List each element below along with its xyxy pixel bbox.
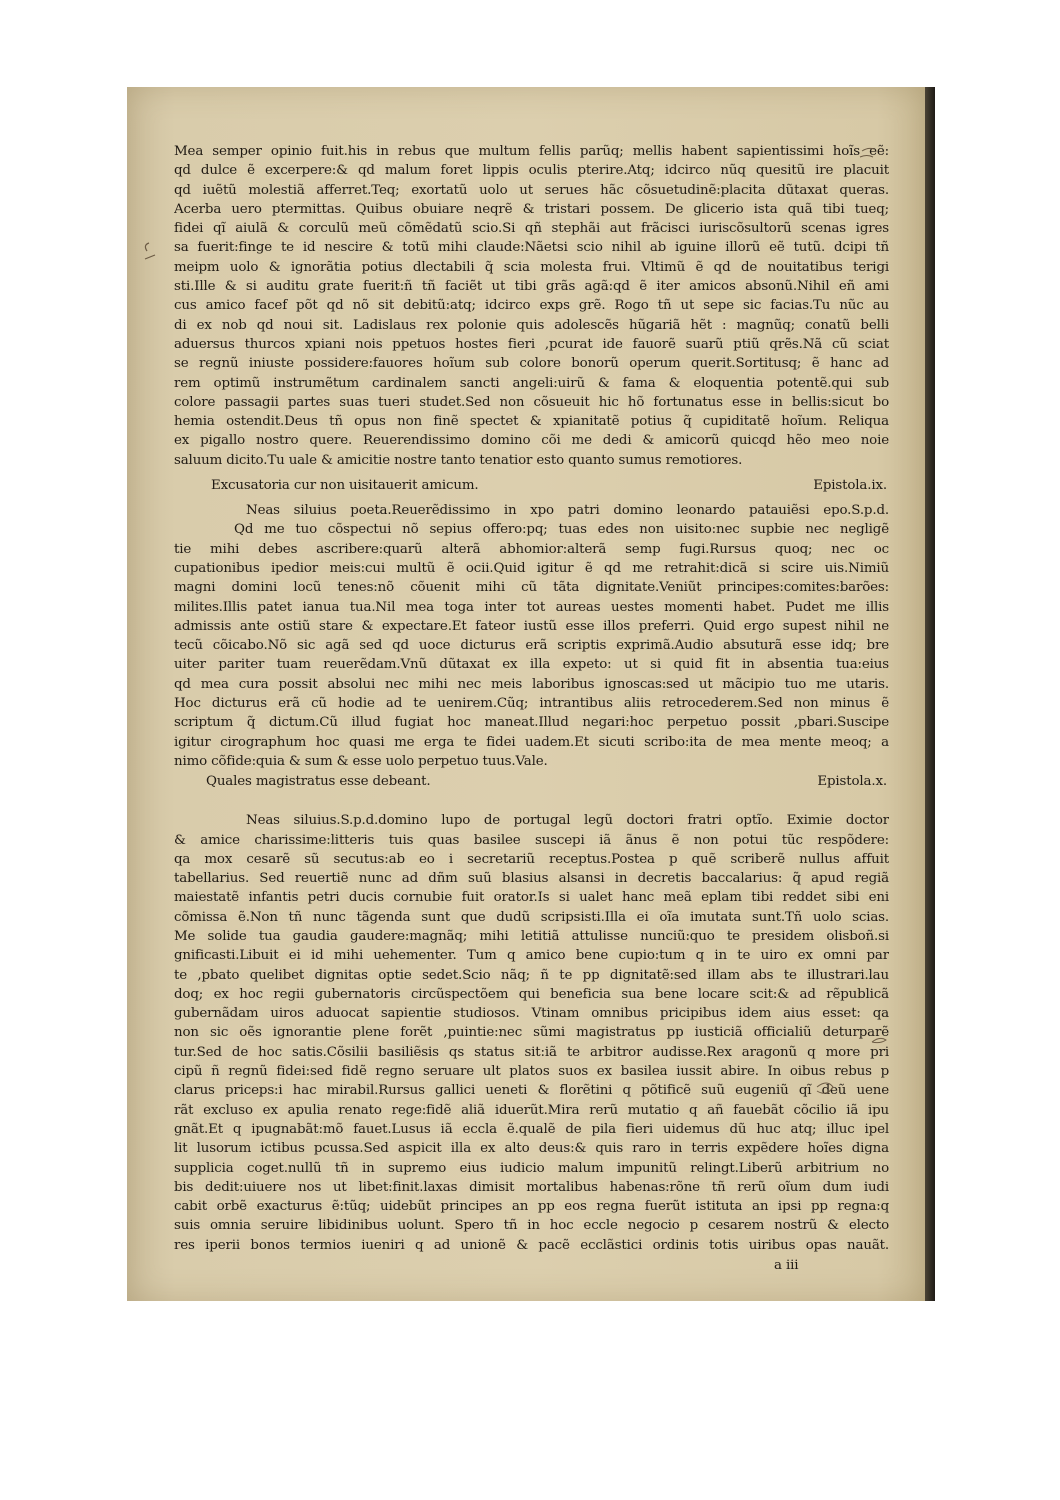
text-line: lit lusorum ictibus pcussa.Sed aspicit illa ex alto deus:& quis raro in terris expẽdere hoĩes digna	[174, 1141, 889, 1157]
text-line: colore passagii partes suas tueri studet.Sed non cõsueuit hic hõ fortunatus esse in bellis:sicut bo	[174, 394, 889, 410]
text-line: qd mea cura possit absolui nec mihi nec meis laboribus ignoscas:sed ut mãcipio tuo me utaris.	[174, 676, 889, 692]
scan-frame	[127, 87, 935, 1301]
text-line: meipm uolo & ignorãtia potius dlectabili q̃ scia molesta frui. Vltimũ ẽ qd de nouitatibus terigi	[174, 259, 889, 275]
text-line: res iperii bonos termios iueniri q ad unionẽ & pacẽ ecclãstici ordinis totis uiribus opas nauãt.	[174, 1237, 889, 1253]
text-line: rãt excluso ex apulia renato rege:fidẽ aliã iduerũt.Mira rerũ mutatio q añ fauebãt cõcilio iã ipu	[174, 1102, 889, 1118]
manuscript-page	[127, 87, 925, 1301]
margin-mark	[872, 1038, 886, 1042]
text-line: non sic oẽs ignorantie plene forẽt ,puintie:nec sũmi magistratus pp iusticiã officialiũ deturparẽ	[174, 1025, 889, 1041]
text-line: qa mox cesarẽ sũ secutus:ab eo i secretariũ receptus.Postea p quẽ scriberẽ nullus affuit	[174, 851, 889, 867]
text-line: tecũ cõicabo.Nõ sic agã sed qd uoce dicturus erã scriptis exprimã.Audio absuturã esse idq; bre	[174, 638, 889, 654]
text-line: admissis ante ostiũ stare & expectare.Et fateor iustũ esse illos preferri. Quid ergo supest nihil ne	[174, 618, 889, 634]
text-line: saluum dicito.Tu uale & amicitie nostre tanto tenatior esto quanto sumus remotiores.	[174, 452, 743, 468]
margin-mark	[860, 148, 874, 157]
text-line: qd iuẽtũ molestiã afferret.Teq; exortatũ uolo ut serues hãc cõsuetudinẽ:placita dũtaxat queras.	[174, 182, 889, 198]
signature-mark: a iii	[774, 1258, 799, 1274]
page-edge	[925, 87, 935, 1301]
text-line: Hoc dicturus erã cũ hodie ad te uenirem.Cũq; intrantibus aliis retrocederem.Sed non minus ẽ	[174, 696, 889, 712]
text-line: tabellarius. Sed reuertiẽ nunc ad dñm suũ blasius alsansi in decretis baccalarius: q̃ apud regiã	[174, 871, 889, 887]
text-line: scriptum q̃ dictum.Cũ illud fugiat hoc maneat.Illud negari:hoc perpetuo possit ,pbari.Suscipe	[174, 715, 889, 731]
text-line: sa fuerit:finge te id nescire & totũ mihi claude:Nãetsi scio nihil ab iguine illorũ eẽ tutũ. dcipi tñ	[174, 240, 889, 256]
text-line: gubernãdam uiros aduocat sapientie studiosos. Vtinam omnibus pricipibus idem aius esset: qa	[174, 1006, 889, 1022]
text-line: hemia ostendit.Deus tñ opus non finẽ spectet & xpianitatẽ potius q̃ cupiditatẽ hoĩum. Reliqua	[174, 414, 889, 430]
margin-mark	[145, 243, 149, 251]
text-line: tur.Sed de hoc satis.Cõsilii basiliẽsis qs status sit:iã te arbitror audisse.Rex aragonũ q more pri	[174, 1044, 889, 1060]
text-line: gnificasti.Libuit ei id mihi uehementer. Tum q amico bene cupio:tum q in te uiro ex omni par	[174, 948, 889, 964]
text-line: ex pigallo nostro quere. Reuerendissimo domino cõi me dedi & amicorũ quicqd hẽo meo noie	[174, 433, 889, 449]
text-line: rem optimũ instrumẽtum cardinalem sancti angeli:uirũ & fama & eloquentia potentẽ.qui sub	[174, 375, 889, 391]
text-line: fidei qĩ aiulã & corculũ meũ cõmẽdatũ scio.Si qñ stephãi aut frãcisci iuriscõsultorũ scenas igres	[174, 221, 889, 237]
text-line: Mea semper opinio fuit.his in rebus que multum fellis parũq; mellis habent sapientissimi hoĩs eẽ:	[174, 144, 889, 159]
text-line: gnãt.Et q ipugnabãt:mõ fauet.Lusus iã eccla ẽ.qualẽ de pila fieri uidemus dũ huc atq; illuc ipel	[174, 1121, 889, 1137]
text-line: aduersus thurcos xpiani nois ppetuos hostes fieri ,pcurat ide fauorẽ suarũ ptiũ qrẽs.Nã cũ sciat	[174, 336, 889, 352]
letter-opening: Neas siluius.S.p.d.domino lupo de portugal legũ doctori fratri optĩo. Eximie doctor	[246, 813, 889, 829]
margin-mark	[145, 255, 155, 259]
text-line: cupationibus ipedior meis:cui multũ ẽ ocii.Quid igitur ẽ qd me retrahit:dicã si scire uis.Nimiũ	[174, 560, 889, 576]
heading-number: Epistola.x.	[817, 774, 887, 790]
text-line: nimo cõfide:quia & sum & esse uolo perpetuo tuus.Vale.	[174, 753, 548, 769]
text-line: di ex nob qd noui sit. Ladislaus rex polonie quis adolescẽs hũgariã hẽt : magnũq; conatũ belli	[174, 317, 889, 333]
text-line: se regnũ iniuste possidere:fauores hoĩum sub colore bonorũ operum querit.Sortitusq; ẽ hanc ad	[174, 356, 889, 372]
text-line: clarus priceps:i hac mirabil.Rursus gallici ueneti & florẽtini q põtificẽ suũ eugeniũ qĩ deũ uene	[174, 1083, 889, 1099]
text-line: qd dulce ẽ excerpere:& qd malum foret lippis oculis pterire.Atq; idcirco nũq quesitũ ire placuit	[174, 163, 889, 179]
text-line: suis omnia seruire libidinibus uolunt. Spero tñ in hoc eccle negocio p cesarem nostrũ & electo	[174, 1218, 889, 1234]
heading-number: Epistola.ix.	[813, 478, 887, 494]
text-line: Acerba uero ptermittas. Quibus obuiare neqrẽ & tristari possem. De glicerio ista quã tibi tueq;	[174, 201, 889, 217]
text-line: Qd me tuo cõspectui nõ sepius offero:pq; tuas edes non uisito:nec supbie nec negligẽ	[234, 522, 889, 538]
text-line: tie mihi debes ascribere:quarũ alterã abhomior:alterã semp fugi.Rursus quoq; nec oc	[174, 541, 889, 557]
text-line: cabit orbẽ exacturus ẽ:tũq; uidebũt principes an pp eos regna fuerũt istituta an ipsi pp regna:q	[174, 1199, 889, 1215]
text-line: & amice charissime:litteris tuis quas basilee suscepi iã ãnus ẽ non potui tũc respõdere:	[174, 832, 889, 848]
margin-mark	[817, 1083, 833, 1093]
text-line: igitur cirographum hoc quasi me erga te fidei uadem.Et sicuti scribo:ita de mea mente meoq; a	[174, 734, 889, 750]
text-line: maiestatẽ infantis petri ducis cornubie fuit orator.Is si ualet hanc meã eplam tibi reddet sibi eni	[174, 890, 889, 906]
text-line: doq; ex hoc regii gubernatoris circũspectõem qui beneficia sua bene locare scit:& ad rẽpublicã	[174, 986, 889, 1002]
text-line: bis dedit:uiuere nos ut libet:finit.laxas dimisit mortalibus habenas:rõne tñ rerũ oĩum dum iudi	[174, 1179, 889, 1195]
heading-title: Excusatoria cur non uisitauerit amicum.	[211, 478, 479, 494]
text-line: magni domini locũ tenes:nõ cõuenit mihi cũ tãta dignitate.Veniũt principes:comites:barões:	[174, 580, 889, 596]
text-line: sti.Ille & si auditu grate fuerit:ñ tñ faciẽt ut tibi grãs agã:qd ẽ iter amicos absonũ.Nihil eñ ami	[174, 279, 889, 295]
text-line: milites.Illis patet ianua tua.Nil mea toga inter tot aureas uestes momenti habet. Pudet me illis	[174, 599, 889, 615]
text-line: Me solide tua gaudia gaudere:magnãq; mihi letitiã attulisse nunciũ:quo te presidem olisboñ.si	[174, 928, 889, 944]
text-line: cõmissa ẽ.Non tñ nunc tãgenda sunt que dudũ scripsisti.Illa ei oĩa imutata sunt.Tñ uolo scias.	[174, 909, 889, 925]
text-line: cus amico facef põt qd nõ sit debitũ:atq; idcirco exps grẽ. Rogo tñ ut sepe sic facias.Tu nũc au	[174, 298, 889, 314]
text-line: te ,pbato quelibet dignitas optie sedet.Scio nãq; ñ te pp dignitatẽ:sed illam abs te illustrari.lau	[174, 967, 889, 983]
text-line: supplicia coget.nullũ tñ in supremo eius iudicio malum impunitũ relingt.Liberũ arbitrium no	[174, 1160, 889, 1176]
text-line: uiter pariter tuam reuerẽdam.Vnũ dũtaxat ex illa expeto: ut si quid fit in absentia tua:eius	[174, 657, 889, 673]
heading-title: Quales magistratus esse debeant.	[206, 774, 431, 790]
letter-opening: Neas siluius poeta.Reuerẽdissimo in xpo patri domino leonardo patauiẽsi epo.S.p.d.	[246, 503, 889, 519]
margin-annotations	[127, 87, 925, 1301]
text-line: cipũ ñ regnũ fidei:sed fidẽ regno seruare ult platos suos ex basilea iussit abire. In oibus rebus p	[174, 1064, 889, 1080]
